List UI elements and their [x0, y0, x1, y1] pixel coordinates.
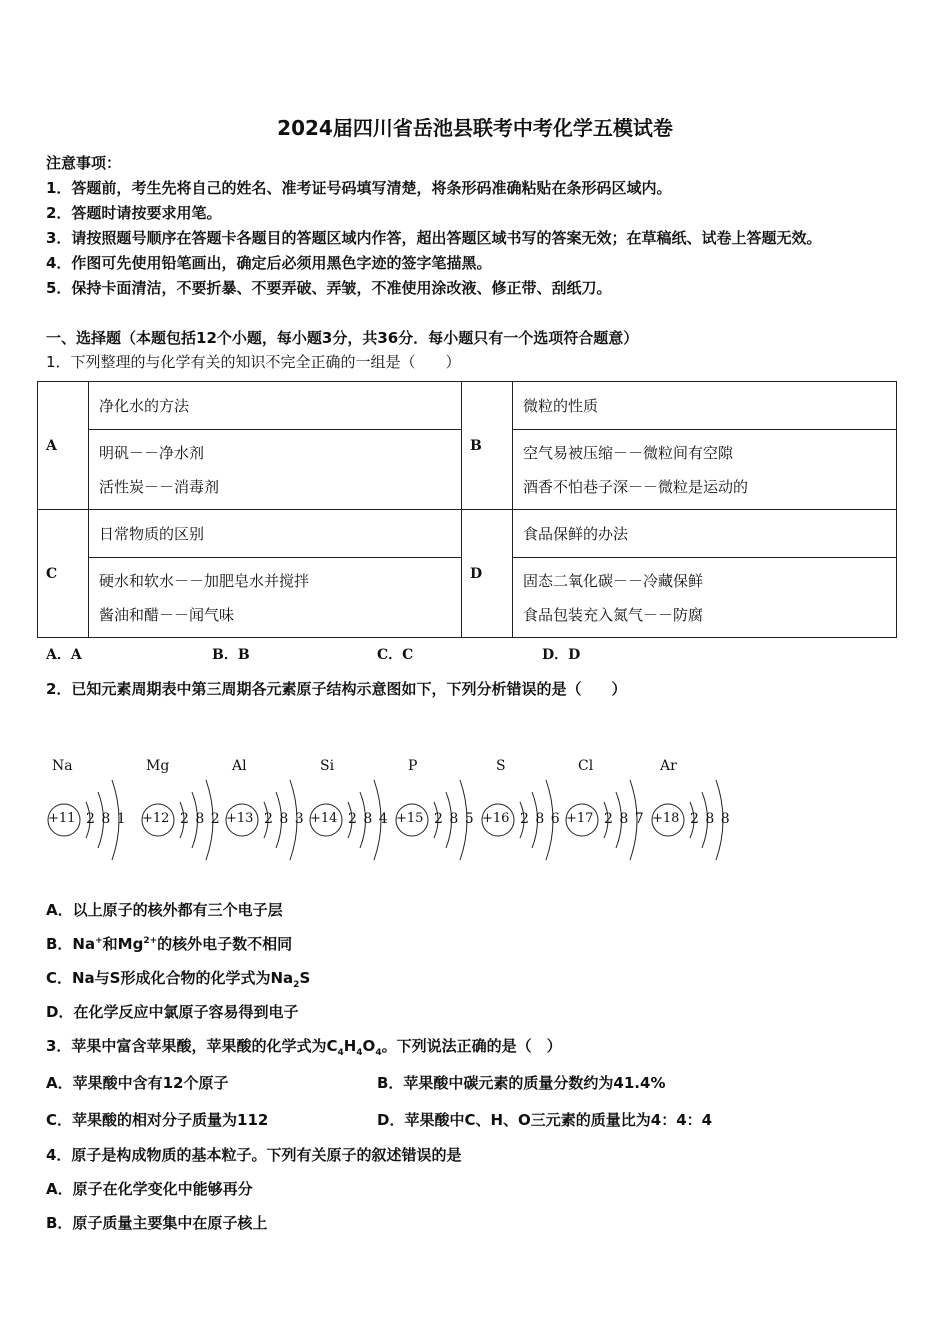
- nucleus-charge: +15: [396, 811, 424, 826]
- electron-counts: 2 8 8: [690, 811, 731, 827]
- q1-b-line2: 酒香不怕巷子深－－微粒是运动的: [523, 477, 749, 496]
- nucleus-charge: +17: [566, 811, 594, 826]
- nucleus-charge: +12: [142, 811, 170, 826]
- q1-d-line1: 固态二氧化碳－－冷藏保鲜: [523, 571, 704, 590]
- q2-option-b[interactable]: [46, 933, 292, 954]
- q1-option-d[interactable]: D．D: [542, 647, 581, 663]
- electron-counts: 2 8 7: [604, 811, 645, 827]
- q1-c-line1: 硬水和软水－－加肥皂水并搅拌: [99, 571, 310, 590]
- nucleus-charge: +11: [48, 811, 76, 826]
- nucleus-charge: +16: [482, 811, 510, 826]
- notice-item: 1．答题前，考生先将自己的姓名、准考证号码填写清楚，将条形码准确粘贴在条形码区域内。: [46, 179, 672, 197]
- q2-option-c-text: S: [299, 969, 311, 987]
- q3-option-d[interactable]: D．苹果酸中C、H、O三元素的质量比为4：4：4: [377, 1111, 713, 1129]
- q4-option-a[interactable]: A．原子在化学变化中能够再分: [46, 1180, 253, 1198]
- q1-a-line2: 活性炭－－消毒剂: [99, 477, 220, 496]
- q2-option-d[interactable]: D．在化学反应中氯原子容易得到电子: [46, 1003, 299, 1021]
- q2-option-b-text: 和Mg: [102, 935, 144, 953]
- q1-b-line1: 空气易被压缩－－微粒间有空隙: [523, 443, 734, 462]
- q2-option-b-text: 的核外电子数不相同: [157, 935, 293, 953]
- notice-heading: 注意事项：: [46, 154, 122, 172]
- q1-c-line2: 酱油和醋－－闻气味: [99, 605, 235, 624]
- q4-option-b[interactable]: B．原子质量主要集中在原子核上: [46, 1214, 268, 1232]
- section-heading: 一、选择题（本题包括12个小题，每小题3分，共36分．每小题只有一个选项符合题意）: [46, 329, 639, 347]
- element-symbol: Ar: [660, 758, 677, 774]
- electron-counts: 2 8 4: [348, 811, 389, 827]
- q1-a-line1: 明矾－－净水剂: [99, 443, 205, 462]
- q2-option-c-text: C．Na与S形成化合物的化学式为Na: [46, 969, 294, 987]
- formula-element: H: [343, 1037, 357, 1055]
- nucleus-charge: +13: [226, 811, 254, 826]
- q4-stem: 4．原子是构成物质的基本粒子。下列有关原子的叙述错误的是: [46, 1146, 462, 1164]
- q3-option-c[interactable]: C．苹果酸的相对分子质量为112: [46, 1111, 269, 1129]
- nucleus-charge: +14: [310, 811, 338, 826]
- formula-subscript: 4: [375, 1048, 382, 1058]
- q3-stem: [46, 1035, 562, 1058]
- q1-c-header: 日常物质的区别: [89, 510, 462, 558]
- q1-option-a[interactable]: A．A: [46, 647, 82, 663]
- formula-subscript: 4: [337, 1048, 344, 1058]
- page-title: 2024届四川省岳池县联考中考化学五模试卷: [277, 116, 673, 140]
- q1-option-c[interactable]: C．C: [377, 647, 414, 663]
- q1-stem: 1．下列整理的与化学有关的知识不完全正确的一组是（ ）: [46, 353, 461, 371]
- q1-label-d: D: [462, 510, 513, 638]
- q1-a-header: 净化水的方法: [89, 382, 462, 430]
- electron-counts: 2 8 5: [434, 811, 475, 827]
- q2-option-a[interactable]: A．以上原子的核外都有三个电子层: [46, 901, 283, 919]
- q1-b-body: [513, 430, 897, 510]
- q3-option-a[interactable]: A．苹果酸中含有12个原子: [46, 1074, 229, 1092]
- element-symbol: Al: [232, 758, 247, 774]
- q1-label-b: B: [462, 382, 513, 510]
- q2-option-c-subscript: 2: [293, 980, 300, 990]
- notice-item: 4．作图可先使用铅笔画出，确定后必须用黑色字迹的签字笔描黑。: [46, 254, 492, 272]
- q1-d-body: [513, 558, 897, 638]
- q2-option-b-charge: +: [95, 936, 103, 946]
- element-symbol: P: [408, 758, 418, 774]
- q1-d-header: 食品保鲜的办法: [513, 510, 897, 558]
- q1-option-b[interactable]: B．B: [212, 647, 250, 663]
- element-symbol: Si: [320, 758, 335, 774]
- element-symbol: Mg: [146, 758, 170, 774]
- q1-table: [37, 381, 897, 638]
- notice-item: 2．答题时请按要求用笔。: [46, 204, 222, 222]
- q3-option-b[interactable]: B．苹果酸中碳元素的质量分数约为41.4%: [377, 1074, 666, 1092]
- q2-option-b-text: B．Na: [46, 935, 96, 953]
- q3-stem-text: 3．苹果中富含苹果酸，苹果酸的化学式为C: [46, 1037, 338, 1055]
- q3-stem-text: 。下列说法正确的是（ ）: [381, 1037, 562, 1055]
- q2-option-c[interactable]: [46, 967, 310, 990]
- element-symbol: Cl: [578, 758, 594, 774]
- electron-counts: 2 8 6: [520, 811, 561, 827]
- electron-counts: 2 8 1: [86, 811, 127, 827]
- q2-option-b-charge: 2+: [143, 936, 158, 946]
- q1-label-a: A: [38, 382, 89, 510]
- q2-stem: 2．已知元素周期表中第三周期各元素原子结构示意图如下，下列分析错误的是（ ）: [46, 680, 627, 698]
- electron-counts: 2 8 2: [180, 811, 221, 827]
- notice-item: 5．保持卡面清洁，不要折暴、不要弄破、弄皱，不准使用涂改液、修正带、刮纸刀。: [46, 279, 612, 297]
- q1-d-line2: 食品包装充入氮气－－防腐: [523, 605, 704, 624]
- atom-structure-diagrams: [42, 756, 742, 876]
- q1-a-body: [89, 430, 462, 510]
- electron-counts: 2 8 3: [264, 811, 305, 827]
- element-symbol: S: [496, 758, 506, 774]
- nucleus-charge: +18: [652, 811, 680, 826]
- notice-item: 3．请按照题号顺序在答题卡各题目的答题区域内作答，超出答题区域书写的答案无效；在草稿纸、试卷上答题无效。: [46, 229, 822, 247]
- q1-label-c: C: [38, 510, 89, 638]
- formula-element: O: [362, 1037, 376, 1055]
- q1-b-header: 微粒的性质: [513, 382, 897, 430]
- formula-subscript: 4: [356, 1048, 363, 1058]
- q1-c-body: [89, 558, 462, 638]
- element-symbol: Na: [52, 758, 73, 774]
